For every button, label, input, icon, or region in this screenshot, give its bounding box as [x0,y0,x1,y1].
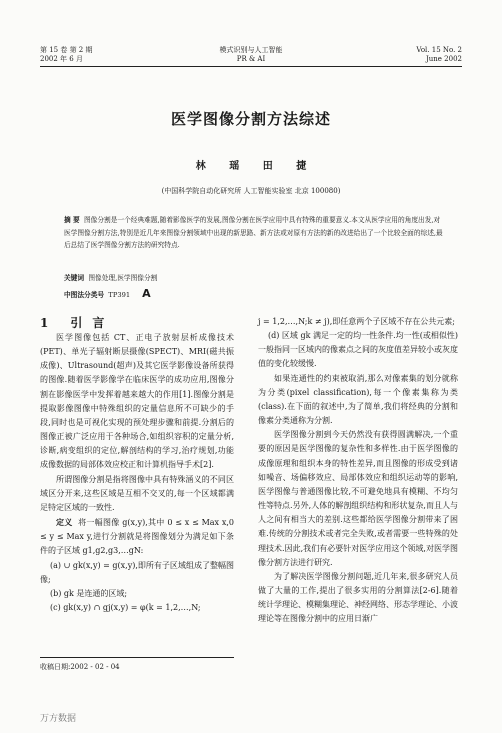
keywords [64,272,157,282]
paper-title: 医学图像分割方法综述 [170,110,331,128]
condition-c: (c) gk(x,y) ∩ gj(x,y) = φ(k = 1,2,…,N; [50,602,201,612]
watermark: 万方数据 [40,714,77,724]
paragraph: 医学图像包括 CT、正电子放射层析成像技术(PET)、单光子辐射断层摄像(SPECT)、MRI(磁共振成像)、Ultrasound(超声)及其它医学影像设备所获得的图像.随着医学影像学在临床医学的成功应用,图像分割在影像医学中发挥着越来越大的作用[1].图像分割是提取影像图像中特殊组织的定量信息所不可缺少的手段,同时也是可视化实现的预处理步骤和前提.分割后的图像正被广泛应用于各种场合,如组织容积的定量分析,诊断,病变组织的定位,解剖结构的学习,治疗规划,功能成像数据的局部体效应校正和计算机指导手术[2]. [40,333,234,470]
journal-volume: 第 15 卷 第 2 期 2002 年 6 月 [40,46,93,63]
received-date: 收稿日期:2002 - 02 - 04 [40,657,234,672]
journal-volume-en: Vol. 15 No. 2 June 2002 [416,46,462,63]
abstract [64,214,446,252]
keywords-text: 图像处理,医学图像分割 [88,274,158,282]
author-affiliation: (中国科学院自动化研究所 人工智能实验室 北京 100080) [161,187,341,195]
definition: 定义 将一幅图像 g(x,y),其中 0 ≤ x ≤ Max x,0 ≤ y ≤ Max y,进行分割就是将图像划分为满足如下条件的子区域 g1,g2,g3,…gN: [40,517,235,556]
keywords-label: 关键词 [64,274,85,282]
paragraph: j = 1,2,…,N;k ≠ j),即任意两个子区域不存在公共元素; [258,317,455,326]
classification-code: TP391 [108,291,131,299]
classification [64,287,151,300]
paper-authors: 林 瑶 田 捷 [195,161,307,172]
paragraph: 所谓图像分割是指将图像中具有特殊涵义的不同区域区分开来,这些区域是互相不交叉的,每一个区域都满足特定区域的一致性. [40,474,234,512]
paragraph: 医学图像分割到今天仍然没有获得圆满解决,一个重要的原因是医学图像的复杂性和多样性.由于医学图像的成像原理和组织本身的特性差异,而且图像的形成受到诸如噪音、场偏移效应、局部体效应和组织运动等的影响,医学图像与普通图像比较,不可避免地具有模糊、不均匀性等特点.另外,人体的解剖组织结构和形状复杂,而且人与人之间有相当大的差别.这些都给医学图像分割带来了困难.传统的分割技术或者完全失败,或者需要一些特殊的处理技术.因此,我们有必要针对医学应用这个领域,对医学图像分割方法进行研究. [258,430,458,567]
abstract-label: 摘 要 [64,216,80,224]
paragraph: 为了解决医学图像分割问题,近几年来,很多研究人员做了大量的工作,提出了很多实用的分割算法[2-6].随着统计学理论、模糊集理论、神经网络、形态学理论、小波理论等在图像分割中的应用日渐广 [258,571,458,624]
running-header [40,44,462,67]
paragraph: (d) 区域 gk 满足一定的均一性条件.均一性(或相似性)一般指同一区域内的像素点之间的灰度值差异较小或灰度值的变化较缓慢. [258,331,458,369]
paragraph: 如果连通性的约束被取消,那么对像素集的划分就称为分类(pixel classification),每一个像素集称为类(class).在下面的叙述中,为了简单,我们将经典的分割和像素分类通称为分割. [258,373,458,426]
section-heading: 1 引言 [40,316,115,330]
abstract-text: 图像分割是一个经典难题,随着影像医学的发展,图像分割在医学应用中具有特殊的重要意义.本文从医学应用的角度出发,对医学图像分割方法,特别是近几年来图像分割领域中出现的新思路、新方法或对原有方法的新的改进给出了一个比较全面的综述,最后总结了医学图像分割方法的研究特点. [64,216,443,249]
condition-a: (a) ∪ gk(x,y) = g(x,y),即所有子区域组成了整幅图像; [40,560,234,584]
left-column [40,315,234,615]
right-column [258,315,458,626]
document-code: A [142,287,151,300]
classification-label: 中图法分类号 [64,291,105,299]
definition-label: 定义 [56,517,73,528]
journal-name: 模式识别与人工智能 PR & AI [219,46,283,63]
condition-b: (b) gk 是连通的区域; [50,588,128,598]
